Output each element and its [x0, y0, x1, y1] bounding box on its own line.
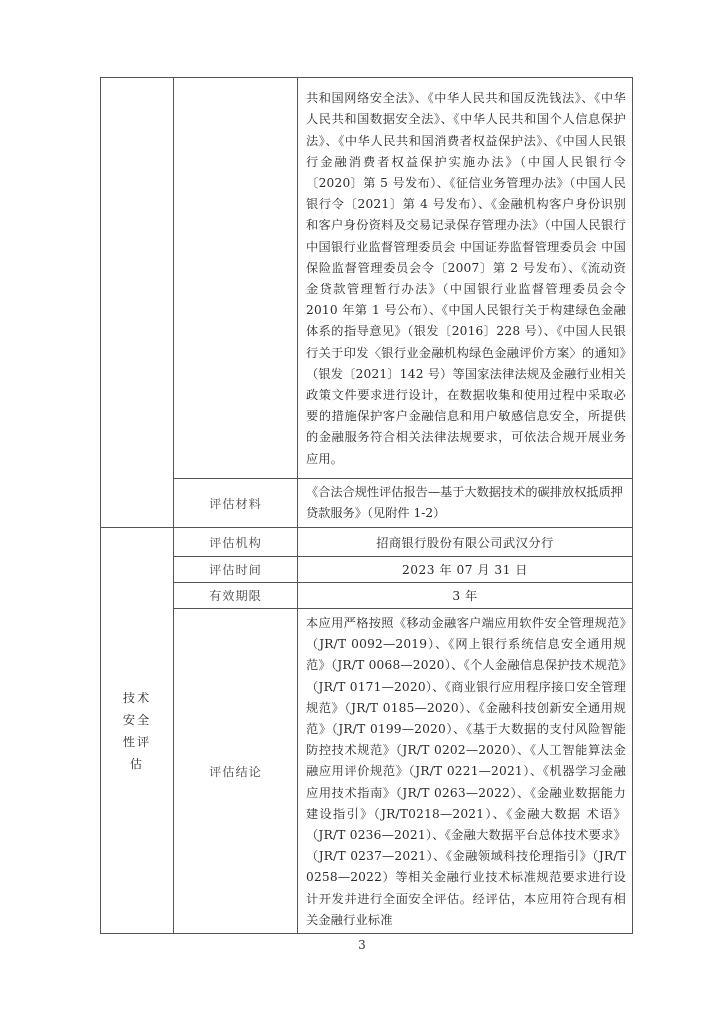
page-number: 3 — [358, 938, 366, 952]
category-cell-empty — [101, 78, 174, 528]
validity-row — [101, 583, 633, 609]
tech-category-label: 技术安全性评估 — [122, 690, 152, 771]
conclusion-row — [101, 609, 633, 934]
material-row — [101, 479, 633, 528]
time-value: 2023 年 07 月 31 日 — [298, 557, 633, 583]
tech-category — [101, 528, 174, 934]
conclusion-cell — [298, 609, 633, 934]
legal-basis-row — [101, 78, 633, 479]
conclusion-text: 本应用严格按照《移动金融客户端应用软件安全管理规范》（JR/T 0092—2019）、《网上银行系统信息安全通用规范》（JR/T 0068—2020）、《个人金融信息保护技术规范》（JR/T 0171—2020）、《商业银行应用程序接口安全管理规范》（JR/T 0185—2020）、《金融科技创新安全通用规范》（JR/T 0199—2020）、《基于大数据的支付风险智能防控技术规范》（JR/T 0202—2020）、《人工智能算法金融应用评价规范》（JR/T 0221—2021）、《机器学习金融应用技术指南》（JR/T 0263—2022）、《金融业数据能力建设指引》（JR/T0218—2021）、《金融大数据 术语》（JR/T 0236—2021）、《金融大数据平台总体技术要求》（JR/T 0237—2021）、《金融领域科技伦理指引》（JR/T 0258—2022）等相关金融行业技术标准规范要求进行设计开发并进行全面安全评估。经评估，本应用符合现有相关金融行业标准 — [306, 616, 626, 927]
material-cell — [298, 479, 633, 528]
time-label: 评估时间 — [174, 557, 298, 583]
validity-label: 有效期限 — [174, 583, 298, 609]
material-text: 《合法合规性评估报告—基于大数据技术的碳排放权抵质押贷款服务》（见附件 1-2） — [306, 485, 623, 520]
org-row — [101, 528, 633, 557]
label-cell-empty — [174, 78, 298, 479]
validity-value: 3 年 — [298, 583, 633, 609]
org-value: 招商银行股份有限公司武汉分行 — [298, 528, 633, 557]
assessment-table — [100, 77, 633, 934]
material-label: 评估材料 — [174, 479, 298, 528]
conclusion-label: 评估结论 — [174, 609, 298, 934]
legal-basis-cell — [298, 78, 633, 479]
time-row — [101, 557, 633, 583]
org-label: 评估机构 — [174, 528, 298, 557]
legal-basis-text: 共和国网络安全法》、《中华人民共和国反洗钱法》、《中华人民共和国数据安全法》、《中华人民共和国个人信息保护法》、《中华人民共和国消费者权益保护法》、《中国人民银行金融消费者权益保护实施办法》（中国人民银行令〔2020〕第 5 号发布）、《征信业务管理办法》（中国人民银行令〔2021〕第 4 号发布）、《金融机构客户身份识别和客户身份资料及交易记录保存管理办法》（中国人民银行 中国银行业监督管理委员会 中国证券监督管理委员会 中国保险监督管理委员会令〔2007〕第 2 号发布）、《流动资金贷款管理暂行办法》（中国银行业监督管理委员会令 2010 年第 1 号公布）、《中国人民银行关于构建绿色金融体系的指导意见》（银发〔2016〕228 号）、《中国人民银行关于印发〈银行业金融机构绿色金融评价方案〉的通知》（银发〔2021〕142 号）等国家法律法规及金融行业相关政策文件要求进行设计，在数据收集和使用过程中采取必要的措施保护客户金融信息和用户敏感信息安全，所提供的金融服务符合相关法律法规要求，可依法合规开展业务应用。 — [306, 91, 626, 466]
